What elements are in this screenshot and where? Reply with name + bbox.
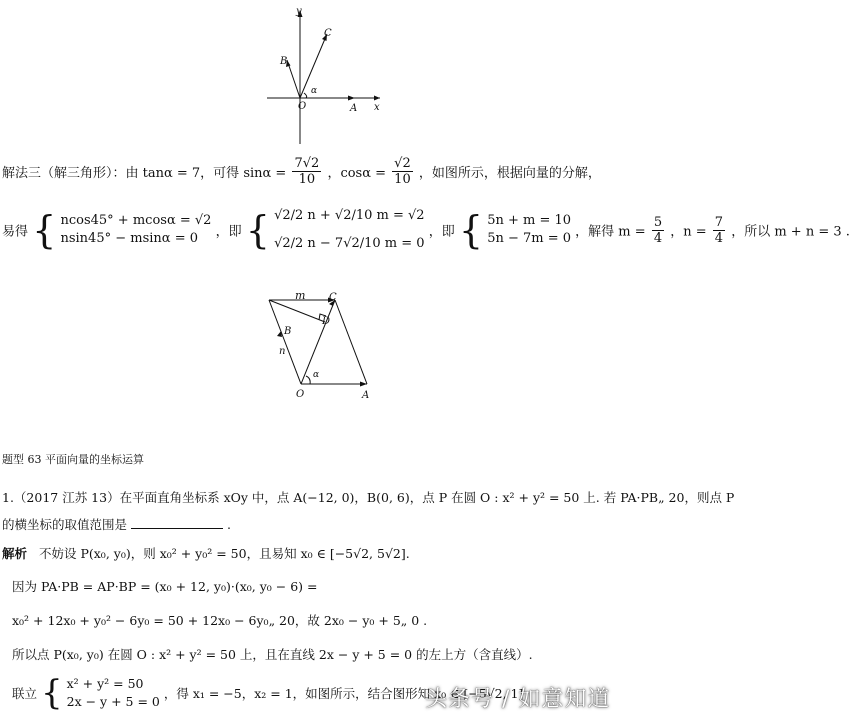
ji-1: ，即	[215, 224, 242, 240]
easy-label: 易得	[2, 224, 29, 240]
left-brace: {	[245, 208, 270, 252]
system-3	[487, 212, 571, 248]
label-m: m	[295, 289, 306, 302]
m-denominator: 4	[653, 230, 663, 246]
label-n: n	[279, 346, 286, 357]
systems-line	[2, 202, 850, 258]
system-1	[60, 212, 211, 248]
axis-x-label: x	[374, 102, 380, 113]
sin-fraction	[292, 156, 321, 187]
sin-denominator: 10	[298, 172, 316, 187]
label-alpha: α	[313, 370, 320, 380]
system-1-eq1: ncos45° + mcosα = √2	[60, 213, 212, 228]
n-denominator: 4	[714, 230, 724, 246]
solution-line-2: 因为 PA·PB = AP·BP = (x₀ + 12, y₀)·(x₀, y₀ − 6) =	[12, 579, 318, 594]
answer-blank	[131, 516, 223, 529]
solution-system	[67, 675, 160, 711]
method3-tail: ，如图所示，根据向量的分解，	[418, 166, 601, 181]
n-numerator: 7	[714, 214, 724, 230]
cos-fraction	[392, 156, 413, 187]
figure-vector-axes	[255, 2, 390, 148]
section-title: 题型 63 平面向量的坐标运算	[2, 453, 144, 466]
method3-intro: 解法三（解三角形）：由 tanα = 7，可得 sinα =	[2, 166, 287, 181]
sin-numerator: 7√2	[294, 156, 320, 171]
label-O: O	[296, 389, 305, 400]
n-eq-text: ，n =	[670, 224, 707, 240]
system-3-eq1: 5n + m = 10	[487, 213, 572, 228]
m-fraction	[652, 215, 664, 246]
cos-denominator: 10	[394, 172, 411, 187]
alpha-label: α	[311, 86, 318, 96]
system-3-eq2: 5n − 7m = 0	[487, 231, 572, 246]
n-fraction	[713, 215, 725, 246]
left-brace: {	[41, 673, 63, 713]
ji-2: ，即	[428, 224, 455, 240]
solution-l5-pre: 联立	[12, 686, 38, 701]
system-2	[274, 202, 425, 258]
problem-line-1: 1.（2017 江苏 13）在平面直角坐标系 xOy 中，点 A(−12, 0)，B(0, 6)，点 P 在圆 O : x² + y² = 50 上. 若 PA·PB„ 20，则点 P	[2, 490, 735, 505]
result-text: ，所以 m + n = 3 .	[731, 224, 850, 240]
solution-eq1: x² + y² = 50	[66, 676, 144, 691]
problem-line-2-text: 的横坐标的取值范围是	[2, 517, 128, 532]
solution-label: 解析	[2, 546, 28, 561]
point-B-label: B	[280, 56, 288, 67]
solution-eq2: 2x − y + 5 = 0	[66, 694, 160, 709]
method3-line	[2, 156, 601, 187]
solution-text-1: 不妨设 P(x₀, y₀)，则 x₀² + y₀² = 50，且易知 x₀ ∈ [−5√2, 5√2].	[39, 546, 410, 561]
solution-l5-post: ，得 x₁ = −5，x₂ = 1，如图所示，结合图形知 x₀ ∈ [−5√2, 1]	[163, 686, 524, 701]
solution-line-4: 所以点 P(x₀, y₀) 在圆 O : x² + y² = 50 上，且在直线 2x − y + 5 = 0 的左上方（含直线）.	[12, 647, 533, 662]
m-numerator: 5	[653, 214, 663, 230]
figure-parallelogram	[255, 288, 385, 404]
label-A: A	[362, 390, 370, 401]
problem-line-2	[2, 515, 231, 533]
watermark-logo: 头条号 / 如意知道	[425, 687, 611, 712]
origin-label: O	[298, 101, 307, 112]
point-C-label: C	[324, 28, 332, 39]
solve-text: ，解得 m =	[575, 224, 646, 240]
method3-mid: ，cosα =	[327, 166, 387, 181]
left-brace: {	[32, 208, 57, 252]
point-A-label: A	[350, 103, 358, 114]
problem-line-2-end: .	[226, 517, 231, 532]
left-brace: {	[458, 208, 484, 252]
system-2-eq1: √2/2 n + √2/10 m = √2	[274, 208, 425, 223]
axis-y-label: y	[296, 6, 302, 17]
solution-line-1	[2, 544, 410, 562]
label-B: B	[284, 326, 292, 337]
label-C: C	[329, 292, 337, 303]
system-1-eq2: nsin45° − msinα = 0	[60, 231, 198, 246]
system-2-eq2: √2/2 n − 7√2/10 m = 0	[274, 236, 425, 251]
solution-line-3: x₀² + 12x₀ + y₀² − 6y₀ = 50 + 12x₀ − 6y₀„ 20，故 2x₀ − y₀ + 5„ 0 .	[12, 613, 428, 628]
label-D: D	[322, 316, 331, 327]
cos-numerator: √2	[394, 156, 411, 171]
